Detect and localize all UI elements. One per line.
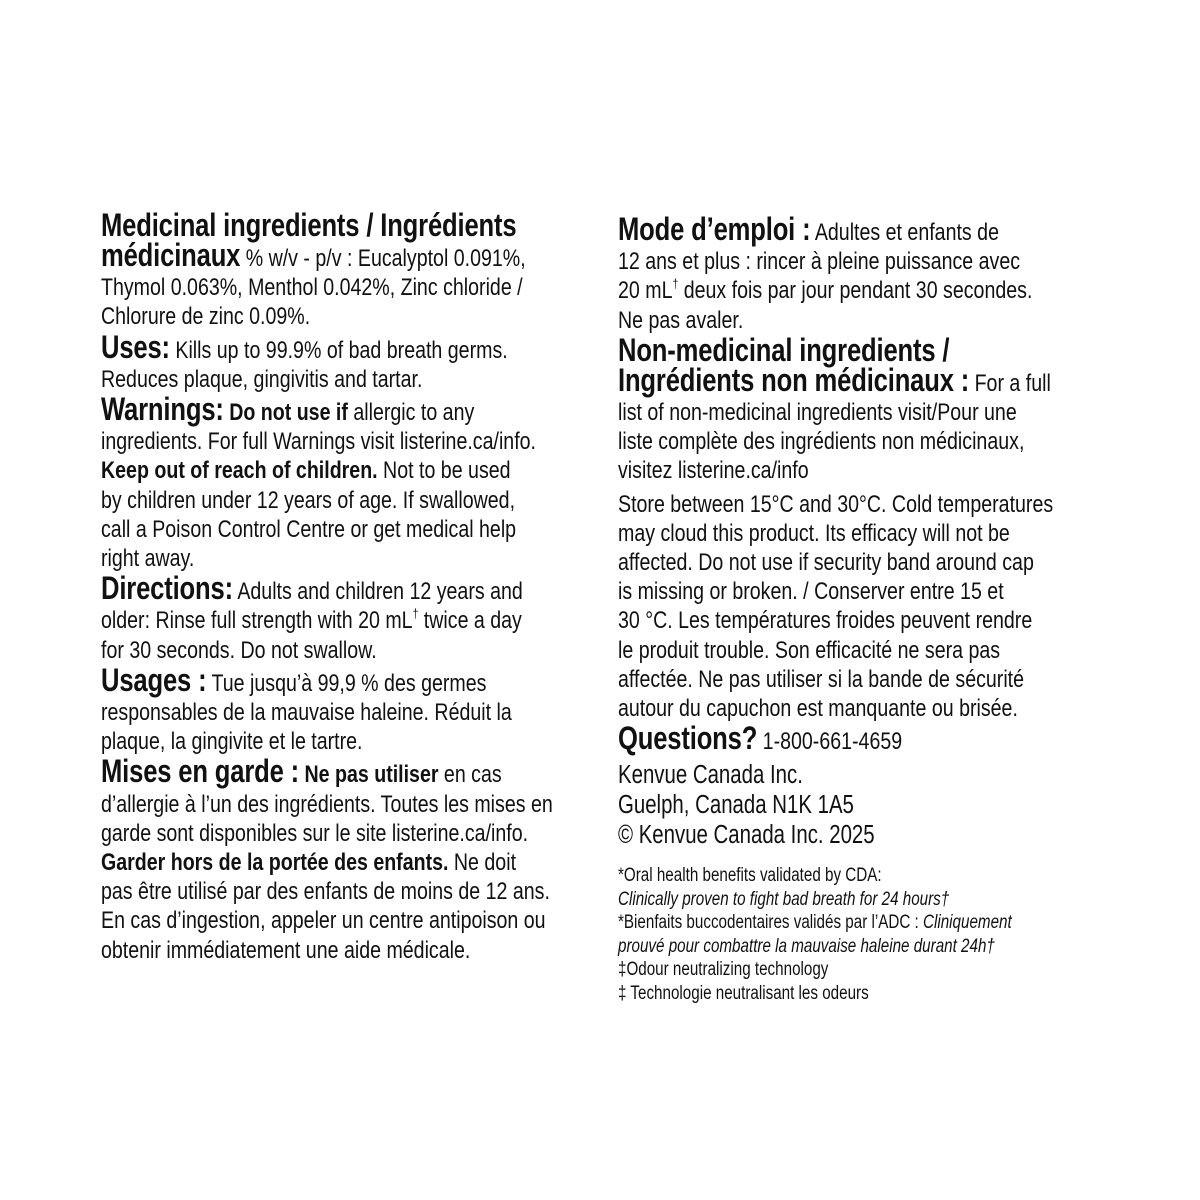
usages-line-1 xyxy=(101,661,573,698)
uses-line-2: Reduces plaque, gingivitis and tartar. xyxy=(101,365,423,393)
keep-out-line-2: by children under 12 years of age. If swallowed, xyxy=(101,486,516,514)
footnote-6: ‡ Technologie neutralisant les odeurs xyxy=(618,982,869,1004)
medicinal-heading-cont: médicinaux xyxy=(101,237,241,273)
dagger-mark: † xyxy=(412,606,419,622)
keep-out-line-1 xyxy=(101,456,573,485)
footnote-3 xyxy=(618,911,1090,935)
garder-line-3: En cas d’ingestion, appeler un centre antipoison ou xyxy=(101,907,546,935)
medicinal-line-1 xyxy=(101,237,573,273)
mode-line-2: 12 ans et plus : rincer à pleine puissance avec xyxy=(618,248,1021,276)
garder-line-1 xyxy=(101,848,573,877)
questions-phone: 1-800-661-4659 xyxy=(757,728,903,756)
warnings-line-2: ingredients. For full Warnings visit listerine.ca/info. xyxy=(101,428,536,456)
usages-line-2: responsables de la mauvaise haleine. Réduit la xyxy=(101,699,512,727)
warnings-bold: Do not use if xyxy=(223,399,348,427)
left-column xyxy=(101,207,573,965)
mode-line-4: Ne pas avaler. xyxy=(618,306,744,334)
garder-line-4: obtenir immédiatement une aide médicale. xyxy=(101,936,471,964)
mises-text: en cas xyxy=(438,761,502,789)
medicinal-heading: Medicinal ingredients / Ingrédients xyxy=(101,207,517,243)
store-line-8: autour du capuchon est manquante ou brisée. xyxy=(618,695,1018,723)
mises-line-2: d’allergie à l’un des ingrédients. Toutes les mises en xyxy=(101,790,553,818)
footnote-5: ‡Odour neutralizing technology xyxy=(618,959,829,981)
garder-text: Ne doit xyxy=(448,849,517,877)
store-line-6: le produit trouble. Son efficacité ne sera pas xyxy=(618,636,1001,664)
nonmed-line-3: liste complète des ingrédients non médicinaux, xyxy=(618,428,1025,456)
store-line-4: is missing or broken. / Conserver entre 15 et xyxy=(618,578,1004,606)
mises-heading: Mises en garde : xyxy=(101,753,300,790)
dagger-mark: † xyxy=(672,276,679,292)
mode-heading: Mode d’emploi : xyxy=(618,211,811,247)
nonmed-line-1 xyxy=(618,361,1090,398)
garder-line-2: pas être utilisé par des enfants de moins de 12 ans. xyxy=(101,878,550,906)
uses-line-1 xyxy=(101,328,573,365)
nonmed-text: For a full xyxy=(969,369,1051,397)
uses-heading: Uses: xyxy=(101,328,170,365)
mode-text-3a: 20 mL xyxy=(618,277,673,305)
medicinal-line-2: Thymol 0.063%, Menthol 0.042%, Zinc chloride / xyxy=(101,274,523,302)
usages-line-3: plaque, la gingivite et le tartre. xyxy=(101,728,363,756)
warnings-text: allergic to any xyxy=(347,399,475,427)
usages-text: Tue jusqu’à 99,9 % des germes xyxy=(206,669,487,697)
medicinal-line-3: Chlorure de zinc 0.09%. xyxy=(101,303,311,331)
directions-line-2 xyxy=(101,606,573,635)
footnote-3a: *Bienfaits buccodentaires validés par l’ADC : xyxy=(618,912,923,934)
footnote-3b: Cliniquement xyxy=(923,912,1012,934)
store-line-2: may cloud this product. Its efficacy will not be xyxy=(618,519,1010,547)
footnote-2: Clinically proven to fight bad breath for 24 hours† xyxy=(618,888,950,910)
directions-text-2a: older: Rinse full strength with 20 mL xyxy=(101,607,413,635)
uses-text: Kills up to 99.9% of bad breath germs. xyxy=(169,336,508,364)
company-address: Guelph, Canada N1K 1A5 xyxy=(618,791,854,820)
warnings-heading: Warnings: xyxy=(101,391,224,428)
garder-bold: Garder hors de la portée des enfants. xyxy=(101,849,449,877)
mises-line-3: garde sont disponibles sur le site listerine.ca/info. xyxy=(101,819,529,847)
directions-line-1 xyxy=(101,570,573,607)
warnings-line-1 xyxy=(101,391,573,428)
medicinal-text: % w/v - p/v : Eucalyptol 0.091%, xyxy=(240,245,526,272)
usages-heading: Usages : xyxy=(101,661,207,698)
mode-line-1 xyxy=(618,211,1090,247)
keep-out-line-3: call a Poison Control Centre or get medical help xyxy=(101,515,517,543)
questions-line xyxy=(618,720,1090,757)
nonmed-heading-cont: Ingrédients non médicinaux : xyxy=(618,361,970,398)
keep-out-line-4: right away. xyxy=(101,545,195,573)
right-column xyxy=(618,211,1090,1005)
mode-text-3b: deux fois par jour pendant 30 secondes. xyxy=(678,277,1033,305)
keep-out-bold: Keep out of reach of children. xyxy=(101,457,378,485)
directions-text-2b: twice a day xyxy=(418,607,522,635)
store-line-1: Store between 15°C and 30°C. Cold temperatures xyxy=(618,490,1054,518)
company-copyright: © Kenvue Canada Inc. 2025 xyxy=(618,821,875,850)
questions-heading: Questions? xyxy=(618,720,758,757)
directions-heading: Directions: xyxy=(101,570,233,607)
company-name: Kenvue Canada Inc. xyxy=(618,761,803,790)
mises-line-1 xyxy=(101,753,573,790)
mode-line-3 xyxy=(618,276,1090,305)
mode-text: Adultes et enfants de xyxy=(810,219,999,246)
store-line-7: affectée. Ne pas utiliser si la bande de sécurité xyxy=(618,665,1025,693)
footnote-4: prouvé pour combattre la mauvaise haleine durant 24h† xyxy=(618,935,995,957)
directions-line-3: for 30 seconds. Do not swallow. xyxy=(101,636,377,664)
mises-bold: Ne pas utiliser xyxy=(299,761,439,789)
nonmed-line-2: list of non-medicinal ingredients visit/Pour une xyxy=(618,399,1017,427)
store-line-5: 30 °C. Les températures froides peuvent rendre xyxy=(618,607,1033,635)
store-line-3: affected. Do not use if security band around cap xyxy=(618,549,1034,577)
keep-out-text: Not to be used xyxy=(377,457,511,485)
directions-text: Adults and children 12 years and xyxy=(232,578,523,606)
nonmed-line-4: visitez listerine.ca/info xyxy=(618,457,809,485)
nonmed-heading: Non-medicinal ingredients / xyxy=(618,331,950,368)
footnote-1: *Oral health benefits validated by CDA: xyxy=(618,865,882,887)
